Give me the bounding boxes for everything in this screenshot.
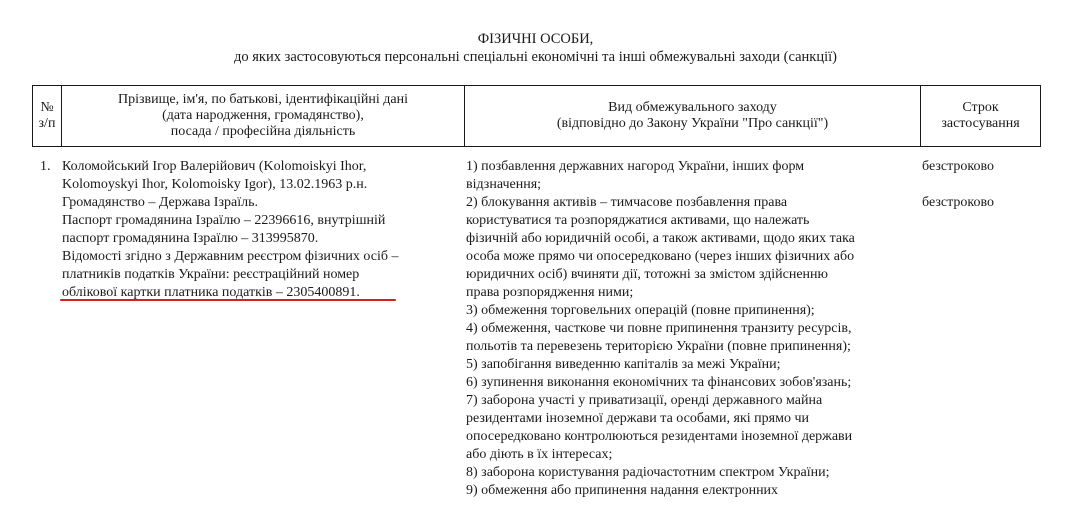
measure-line: особа може прямо чи опосередковано (через інших фізичних або [466,249,855,264]
measure-line: 6) зупинення виконання економічних та фінансових зобов'язань; [466,375,852,390]
person-line: Громадянство – Держава Ізраїль. [62,195,258,210]
measure-line: або діють в їх інтересах; [466,447,613,462]
measure-line: фізичній або юридичній особі, а також активами, щодо яких така [466,231,855,246]
person-line: Kolomoyskyi Ihor, Kolomoisky Igor), 13.02.1963 р.н. [62,177,368,192]
title-line-2: до яких застосовуються персональні спеціальні економічні та інші обмежувальні заходи (санкції) [234,49,837,65]
measure-line: резидентами іноземної держави та особами, які прямо чи [466,411,809,426]
measure-line: 1) позбавлення державних нагород України, інших форм [466,159,805,174]
table-header-bottom-border [32,146,1041,147]
person-details [62,158,452,302]
term-value-2: безстроково [922,195,994,210]
header-person: Прізвище, ім'я, по батькові, ідентифікаційні дані (дата народження, громадянство), посада / професійна діяльність [118,92,408,139]
person-line: Відомості згідно з Державним реєстром фізичних осіб – [62,249,399,264]
header-num: № з/п [38,100,56,131]
measure-line: 2) блокування активів – тимчасове позбавлення права [466,195,788,210]
title-line-1: ФІЗИЧНІ ОСОБИ, [477,31,594,47]
measure-line: 3) обмеження торговельних операцій (повне припинення); [466,303,815,318]
tax-number-line: облікової картки платника податків – 2305400891. [62,285,360,300]
person-line: паспорт громадянина Ізраїлю – 313995870. [62,231,319,246]
measure-line: користуватися та розпоряджатися активами, що належать [466,213,810,228]
measure-line: права розпорядження ними; [466,285,634,300]
measure-line: опосередковано контролюються резидентами іноземної держави [466,429,853,444]
measure-line: 8) заборона користування радіочастотним спектром України; [466,465,830,480]
measure-line: 9) обмеження або припинення надання електронних [466,483,779,498]
header-term: Строк застосування [941,100,1020,131]
table-border-right [1040,85,1041,147]
measure-line: польотів та перевезень територією України (повне припинення); [466,339,851,354]
person-line: Коломойський Ігор Валерійович (Kolomoiskyi Ihor, [62,159,367,174]
measure-line: відзначення; [466,177,542,192]
document-title [0,30,1071,66]
row-number: 1. [40,159,51,174]
measure-line: 7) заборона участі у приватизації, оренді державного майна [466,393,823,408]
measure-line: 5) запобігання виведенню капіталів за межі України; [466,357,781,372]
person-line: Паспорт громадянина Ізраїлю – 22396616, внутрішній [62,213,386,228]
measure-line: юридичних осіб) вчиняти дії, тотожні за змістом здійсненню [466,267,828,282]
header-measure: Вид обмежувального заходу (відповідно до Закону України "Про санкції") [556,100,829,131]
measure-line: 4) обмеження, часткове чи повне припинення транзиту ресурсів, [466,321,852,336]
term-value-1: безстроково [922,159,994,174]
person-line: платників податків України: реєстраційний номер [62,267,360,282]
tax-number-red-underline [60,299,396,301]
sanction-measures [466,158,916,500]
